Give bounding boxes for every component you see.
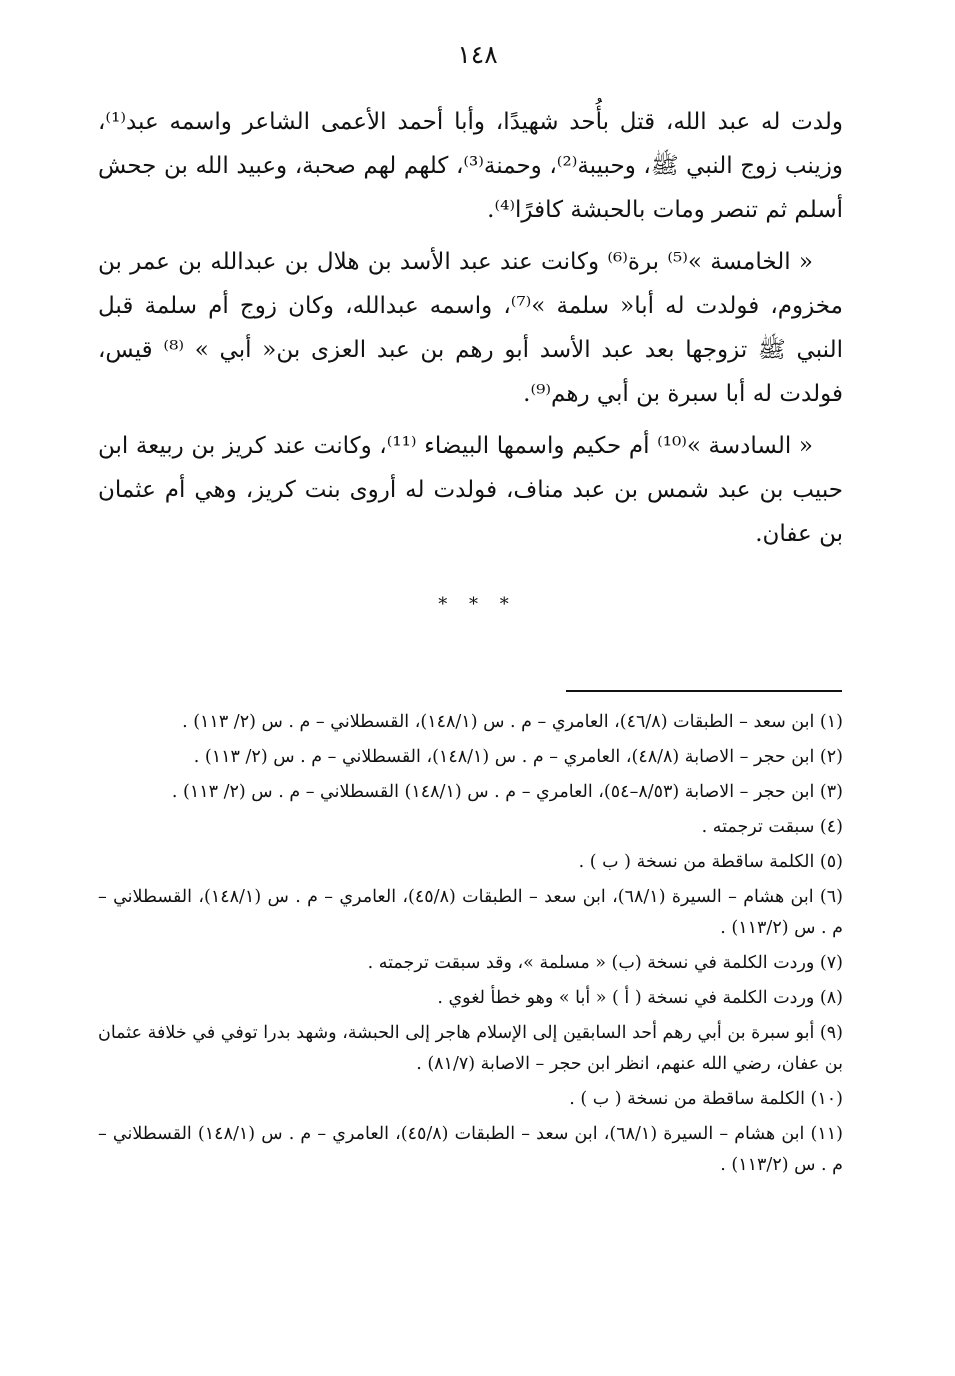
paragraph-1: ولدت له عبد الله، قتل بأُحد شهيدًا، وأبا أحمد الأعمى الشاعر واسمه عبد⁽¹⁾، وزينب زوج النبي ﷺ، وحبيبة⁽²⁾، وحمنة⁽³⁾، كلهم لهم صحبة، وعبيد الله بن جحش أسلم ثم تنصر ومات بالحبشة كافرًا⁽⁴⁾. bbox=[98, 109, 843, 223]
footnote-9: (٩) أبو سبرة بن أبي رهم أحد السابقين إلى الإسلام هاجر إلى الحبشة، وشهد بدرا توفي في خلافة عثمان بن عفان، رضي الله عنهم، انظر ابن حجر – الاصابة (٨١/٧) . bbox=[98, 1023, 843, 1074]
section-separator: * * * bbox=[438, 594, 517, 615]
footnote-divider bbox=[566, 690, 842, 692]
footnotes bbox=[98, 707, 843, 1185]
footnote-7: (٧) وردت الكلمة في نسخة (ب) « مسلمة »، وقد سبقت ترجمته . bbox=[367, 953, 843, 973]
footnote-6: (٦) ابن هشام – السيرة (٦٨/١)، ابن سعد – الطبقات (٤٥/٨)، العامري – م . س (١٤٨/١)، القسطلاني – م . س (١١٣/٢) . bbox=[98, 887, 843, 938]
main-text bbox=[98, 100, 843, 564]
footnote-5: (٥) الكلمة ساقطة من نسخة ( ب ) . bbox=[578, 852, 843, 872]
footnote-4: (٤) سبقت ترجمته . bbox=[701, 817, 843, 837]
page-number: ١٤٨ bbox=[457, 40, 498, 69]
footnote-8: (٨) وردت الكلمة في نسخة ( أ ) « أبا » وهو خطأ لغوي . bbox=[437, 988, 843, 1008]
footnote-3: (٣) ابن حجر – الاصابة (٨/٥٣–٥٤)، العامري – م . س (١٤٨/١) القسطلاني – م . س (٢/ ١١٣) . bbox=[171, 782, 843, 802]
footnote-10: (١٠) الكلمة ساقطة من نسخة ( ب ) . bbox=[569, 1089, 843, 1109]
footnote-1: (١) ابن سعد – الطبقات (٤٦/٨)، العامري – م . س (١٤٨/١)، القسطلاني – م . س (٢/ ١١٣) . bbox=[182, 712, 843, 732]
paragraph-2: « الخامسة »⁽⁵⁾ برة⁽⁶⁾ وكانت عند عبد الأسد بن هلال بن عبدالله بن عمر بن مخزوم، فولدت له أبا« سلمة »⁽⁷⁾، واسمه عبدالله، وكان زوج أم سلمة قبل النبي ﷺ تزوجها بعد عبد الأسد أبو رهم بن عبد العزى بن« أبي » ⁽⁸⁾ قيس، فولدت له أبا سبرة بن أبي رهم⁽⁹⁾. bbox=[98, 249, 843, 407]
footnote-11: (١١) ابن هشام – السيرة (٦٨/١)، ابن سعد – الطبقات (٤٥/٨)، العامري – م . س (١٤٨/١) القسطلاني – م . س (١١٣/٢) . bbox=[98, 1124, 843, 1175]
footnote-2: (٢) ابن حجر – الاصابة (٤٨/٨)، العامري – م . س (١٤٨/١)، القسطلاني – م . س (٢/ ١١٣) . bbox=[193, 747, 843, 767]
paragraph-3: « السادسة »⁽¹⁰⁾ أم حكيم واسمها البيضاء ⁽¹¹⁾، وكانت عند كريز بن ربيعة ابن حبيب بن عبد شمس بن عبد مناف، فولدت له أروى بنت كريز، وهي أم عثمان بن عفان. bbox=[98, 433, 843, 547]
